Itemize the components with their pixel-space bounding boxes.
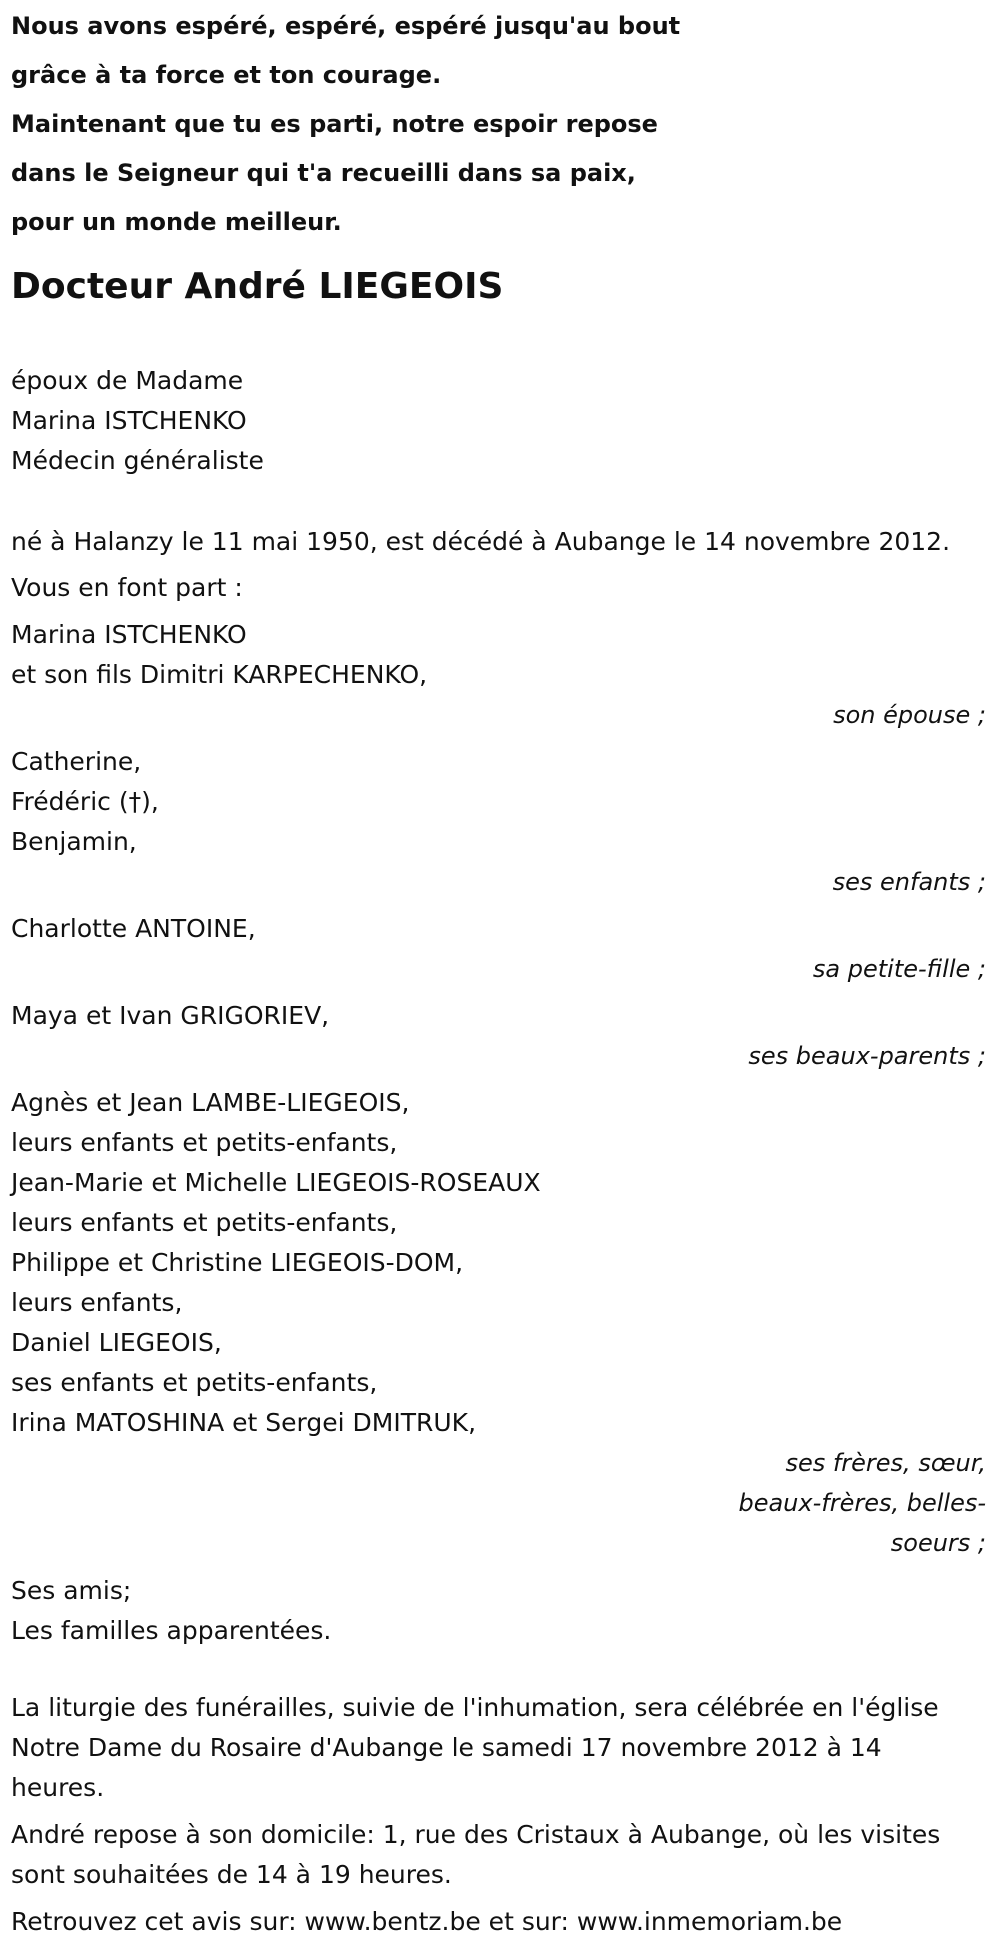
family-name: leurs enfants et petits-enfants, (11, 1128, 398, 1157)
relation-label: son épouse ; (833, 701, 986, 729)
funeral-line: Notre Dame du Rosaire d'Aubange le samedi 17 novembre 2012 à 14 (11, 1733, 882, 1762)
funeral-line: heures. (11, 1773, 105, 1802)
family-name: leurs enfants et petits-enfants, (11, 1208, 398, 1237)
visitation-line: sont souhaitées de 14 à 19 heures. (11, 1860, 452, 1889)
poem-line: Maintenant que tu es parti, notre espoir repose (11, 110, 658, 138)
announcement: Vous en font part : (11, 573, 243, 602)
spouse-line: Marina ISTCHENKO (11, 406, 247, 435)
mourner-line: Ses amis; (11, 1576, 132, 1605)
family-name: Charlotte ANTOINE, (11, 914, 256, 943)
footer-links: Retrouvez cet avis sur: www.bentz.be et sur: www.inmemoriam.be (11, 1907, 843, 1936)
relation-label: soeurs ; (890, 1529, 986, 1557)
family-group-spouse (11, 615, 986, 735)
spouse-line: époux de Madame (11, 366, 244, 395)
deceased-name: Docteur André LIEGEOIS (11, 266, 504, 307)
family-group-granddaughter (11, 909, 986, 989)
obituary-page (11, 0, 986, 1942)
family-name: Benjamin, (11, 827, 137, 856)
family-name: Catherine, (11, 747, 142, 776)
family-group-children (11, 742, 986, 902)
relation-label: ses beaux-parents ; (748, 1042, 986, 1070)
family-name: leurs enfants, (11, 1288, 183, 1317)
visitation-info (11, 1815, 986, 1895)
family-name: Frédéric (†), (11, 787, 159, 816)
family-name: Agnès et Jean LAMBE-LIEGEOIS, (11, 1088, 410, 1117)
relation-label: ses frères, sœur, (785, 1449, 986, 1477)
funeral-line: La liturgie des funérailles, suivie de l'inhumation, sera célébrée en l'église (11, 1693, 939, 1722)
visitation-line: André repose à son domicile: 1, rue des Cristaux à Aubange, où les visites (11, 1820, 941, 1849)
poem-line: pour un monde meilleur. (11, 208, 342, 236)
poem-line: grâce à ta force et ton courage. (11, 61, 442, 89)
family-group-siblings (11, 1083, 986, 1563)
relation-label: sa petite-fille ; (812, 955, 986, 983)
family-name: Marina ISTCHENKO (11, 620, 247, 649)
poem (11, 0, 986, 247)
funeral-info (11, 1688, 986, 1808)
relation-label: ses enfants ; (832, 868, 986, 896)
family-name: Philippe et Christine LIEGEOIS-DOM, (11, 1248, 464, 1277)
family-name: Jean-Marie et Michelle LIEGEOIS-ROSEAUX (11, 1168, 541, 1197)
family-name: et son fils Dimitri KARPECHENKO, (11, 660, 428, 689)
profession: Médecin généraliste (11, 446, 264, 475)
family-name: Daniel LIEGEOIS, (11, 1328, 222, 1357)
family-group-parents-in-law (11, 996, 986, 1076)
family-name: ses enfants et petits-enfants, (11, 1368, 378, 1397)
family-name: Maya et Ivan GRIGORIEV, (11, 1001, 330, 1030)
mourner-line: Les familles apparentées. (11, 1616, 332, 1645)
birth-death-line: né à Halanzy le 11 mai 1950, est décédé à Aubange le 14 novembre 2012. (11, 527, 951, 556)
family-name: Irina MATOSHINA et Sergei DMITRUK, (11, 1408, 477, 1437)
spouse-block (11, 361, 986, 481)
poem-line: Nous avons espéré, espéré, espéré jusqu'au bout (11, 12, 681, 40)
relation-label: beaux-frères, belles- (738, 1489, 986, 1517)
other-mourners (11, 1571, 986, 1651)
poem-line: dans le Seigneur qui t'a recueilli dans sa paix, (11, 159, 636, 187)
